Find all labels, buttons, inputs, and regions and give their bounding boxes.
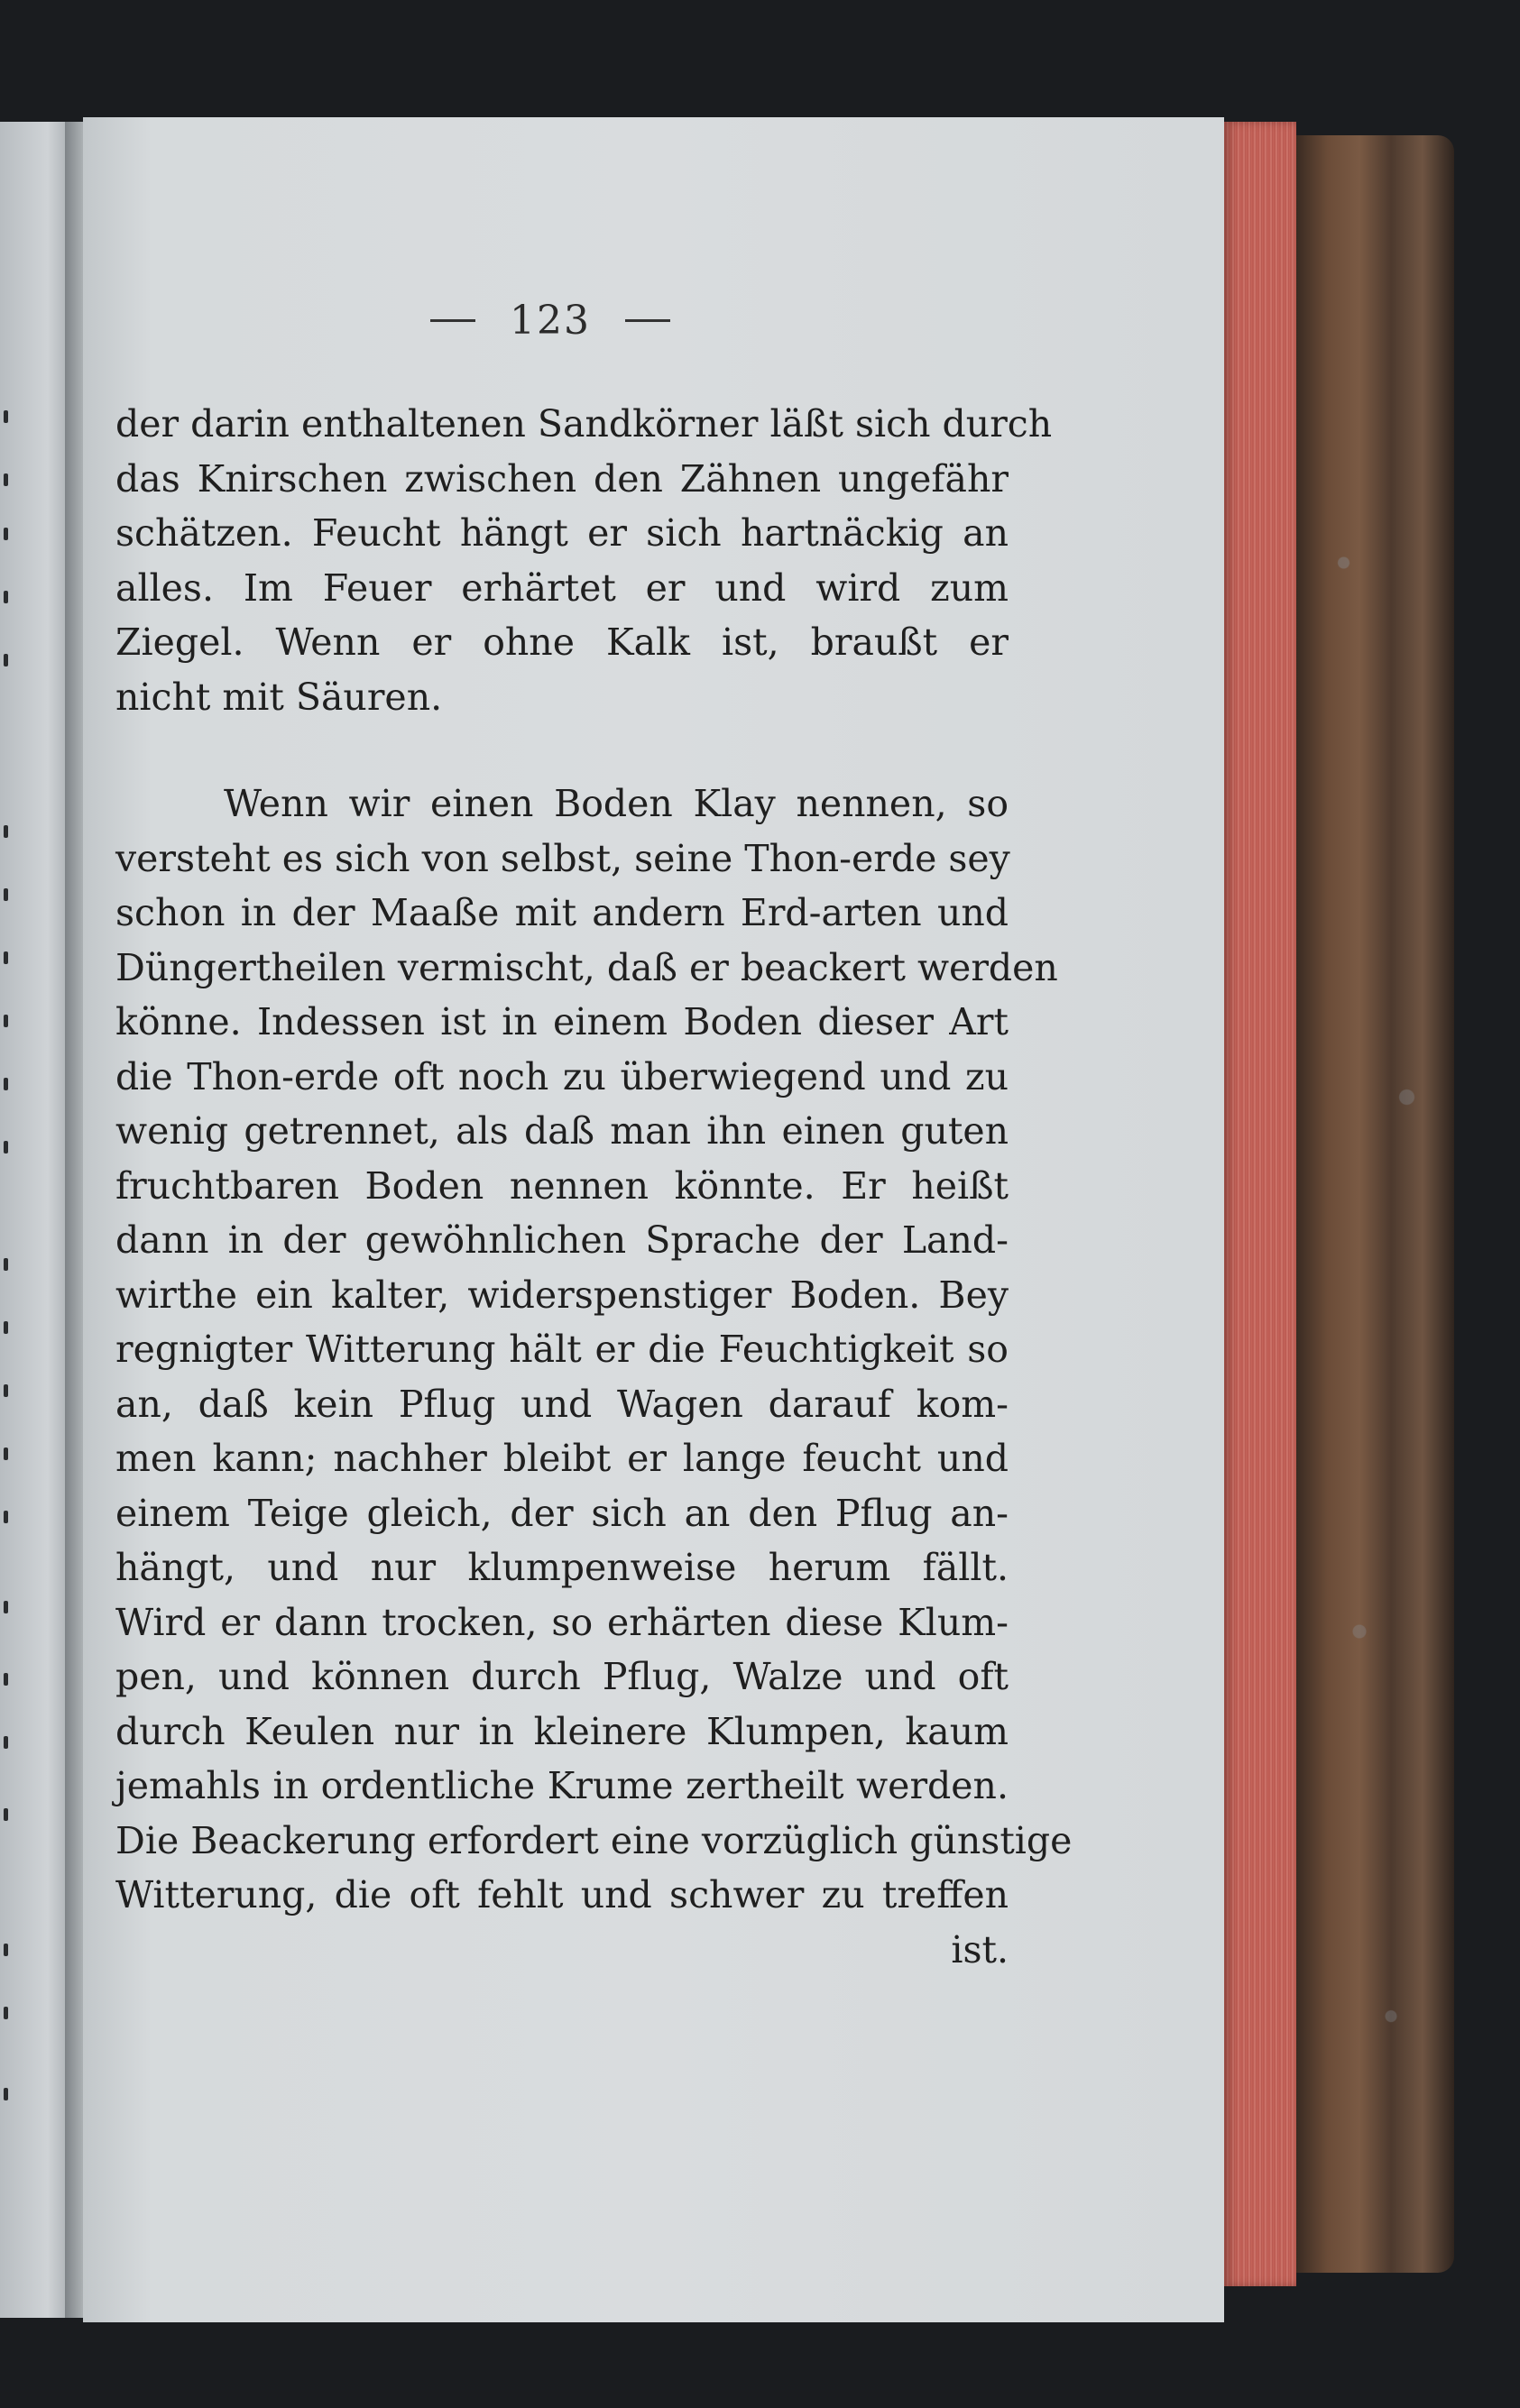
ink-mark xyxy=(4,410,8,423)
ink-mark xyxy=(4,825,8,838)
text-line: hängt, und nur klumpenweise herum fällt. xyxy=(115,1546,1009,1589)
text-line: men kann; nachher bleibt er lange feucht und xyxy=(115,1437,1009,1480)
text-line: Die Beackerung erfordert eine vorzüglich günstige xyxy=(115,1818,1073,1862)
body-text xyxy=(115,397,1073,1977)
ink-mark xyxy=(4,1015,8,1027)
ink-mark xyxy=(4,2088,8,2100)
text-line: nicht mit Säuren. xyxy=(115,675,443,719)
book-cover xyxy=(1296,135,1454,2273)
marbled-cover-pattern xyxy=(1296,135,1454,2273)
ink-mark xyxy=(4,2007,8,2019)
text-line: fruchtbaren Boden nennen könnte. Er heißt xyxy=(115,1163,1009,1208)
ink-mark xyxy=(4,1078,8,1090)
page-number: 123 xyxy=(510,297,591,344)
paragraph-2 xyxy=(115,777,1073,1977)
ink-mark xyxy=(4,1736,8,1749)
text-line: Wenn wir einen Boden Klay nennen, so xyxy=(224,782,1009,825)
text-line: wenig getrennet, als daß man ihn einen guten xyxy=(115,1109,1009,1153)
ink-mark xyxy=(4,654,8,666)
page-header xyxy=(379,293,722,347)
text-line: alles. Im Feuer erhärtet er und wird zum xyxy=(115,565,1009,610)
ink-mark xyxy=(4,1258,8,1271)
ink-mark xyxy=(4,951,8,964)
text-line: versteht es sich von selbst, seine Thon-erde sey xyxy=(115,836,1010,880)
text-line: regnigter Witterung hält er die Feuchtigkeit so xyxy=(115,1328,1009,1371)
ink-mark xyxy=(4,591,8,603)
text-line: einem Teige gleich, der sich an den Pflug an- xyxy=(115,1491,1009,1535)
ink-mark xyxy=(4,1141,8,1153)
paragraph-1 xyxy=(115,397,1053,724)
ink-mark xyxy=(4,888,8,901)
text-line: Düngertheilen vermischt, daß er beackert werden xyxy=(115,945,1058,989)
left-page-text-remnants xyxy=(0,122,16,2318)
text-line: Witterung, die oft fehlt und schwer zu treffen xyxy=(115,1873,1009,1916)
text-line: an, daß kein Pflug und Wagen darauf kom- xyxy=(115,1382,1009,1426)
text-line: ist. xyxy=(951,1927,1009,1971)
text-line: das Knirschen zwischen den Zähnen ungefähr xyxy=(115,456,1009,501)
ink-mark xyxy=(4,1321,8,1334)
ink-mark xyxy=(4,1384,8,1397)
ink-mark xyxy=(4,1808,8,1821)
red-page-edges xyxy=(1224,122,1296,2286)
text-line: dann in der gewöhnlichen Sprache der Land- xyxy=(115,1218,1009,1262)
text-line: wirthe ein kalter, widerspenstiger Boden. Bey xyxy=(115,1273,1009,1317)
text-line: die Thon-erde oft noch zu überwiegend und zu xyxy=(115,1054,1009,1098)
header-dash-left xyxy=(430,319,475,322)
ink-mark xyxy=(4,1673,8,1686)
text-line: durch Keulen nur in kleinere Klumpen, kaum xyxy=(115,1709,1009,1753)
ink-mark xyxy=(4,1448,8,1460)
text-line: der darin enthaltenen Sandkörner läßt sich durch xyxy=(115,402,1053,446)
ink-mark xyxy=(4,528,8,540)
ink-mark xyxy=(4,473,8,486)
ink-mark xyxy=(4,1511,8,1523)
text-line: schon in der Maaße mit andern Erd-arten und xyxy=(115,891,1009,934)
text-line: könne. Indessen ist in einem Boden dieser Art xyxy=(115,1000,1009,1043)
text-line: schätzen. Feucht hängt er sich hartnäckig an xyxy=(115,511,1009,555)
text-line: pen, und können durch Pflug, Walze und oft xyxy=(115,1655,1009,1698)
text-line: Wird er dann trocken, so erhärten diese Klum- xyxy=(115,1600,1009,1644)
ink-mark xyxy=(4,1601,8,1613)
ink-mark xyxy=(4,1944,8,1956)
text-line: jemahls in ordentliche Krume zertheilt werden. xyxy=(115,1764,1009,1807)
text-line: Ziegel. Wenn er ohne Kalk ist, braußt er xyxy=(115,620,1009,664)
paragraph-gap xyxy=(115,724,1009,777)
header-dash-right xyxy=(625,319,670,322)
